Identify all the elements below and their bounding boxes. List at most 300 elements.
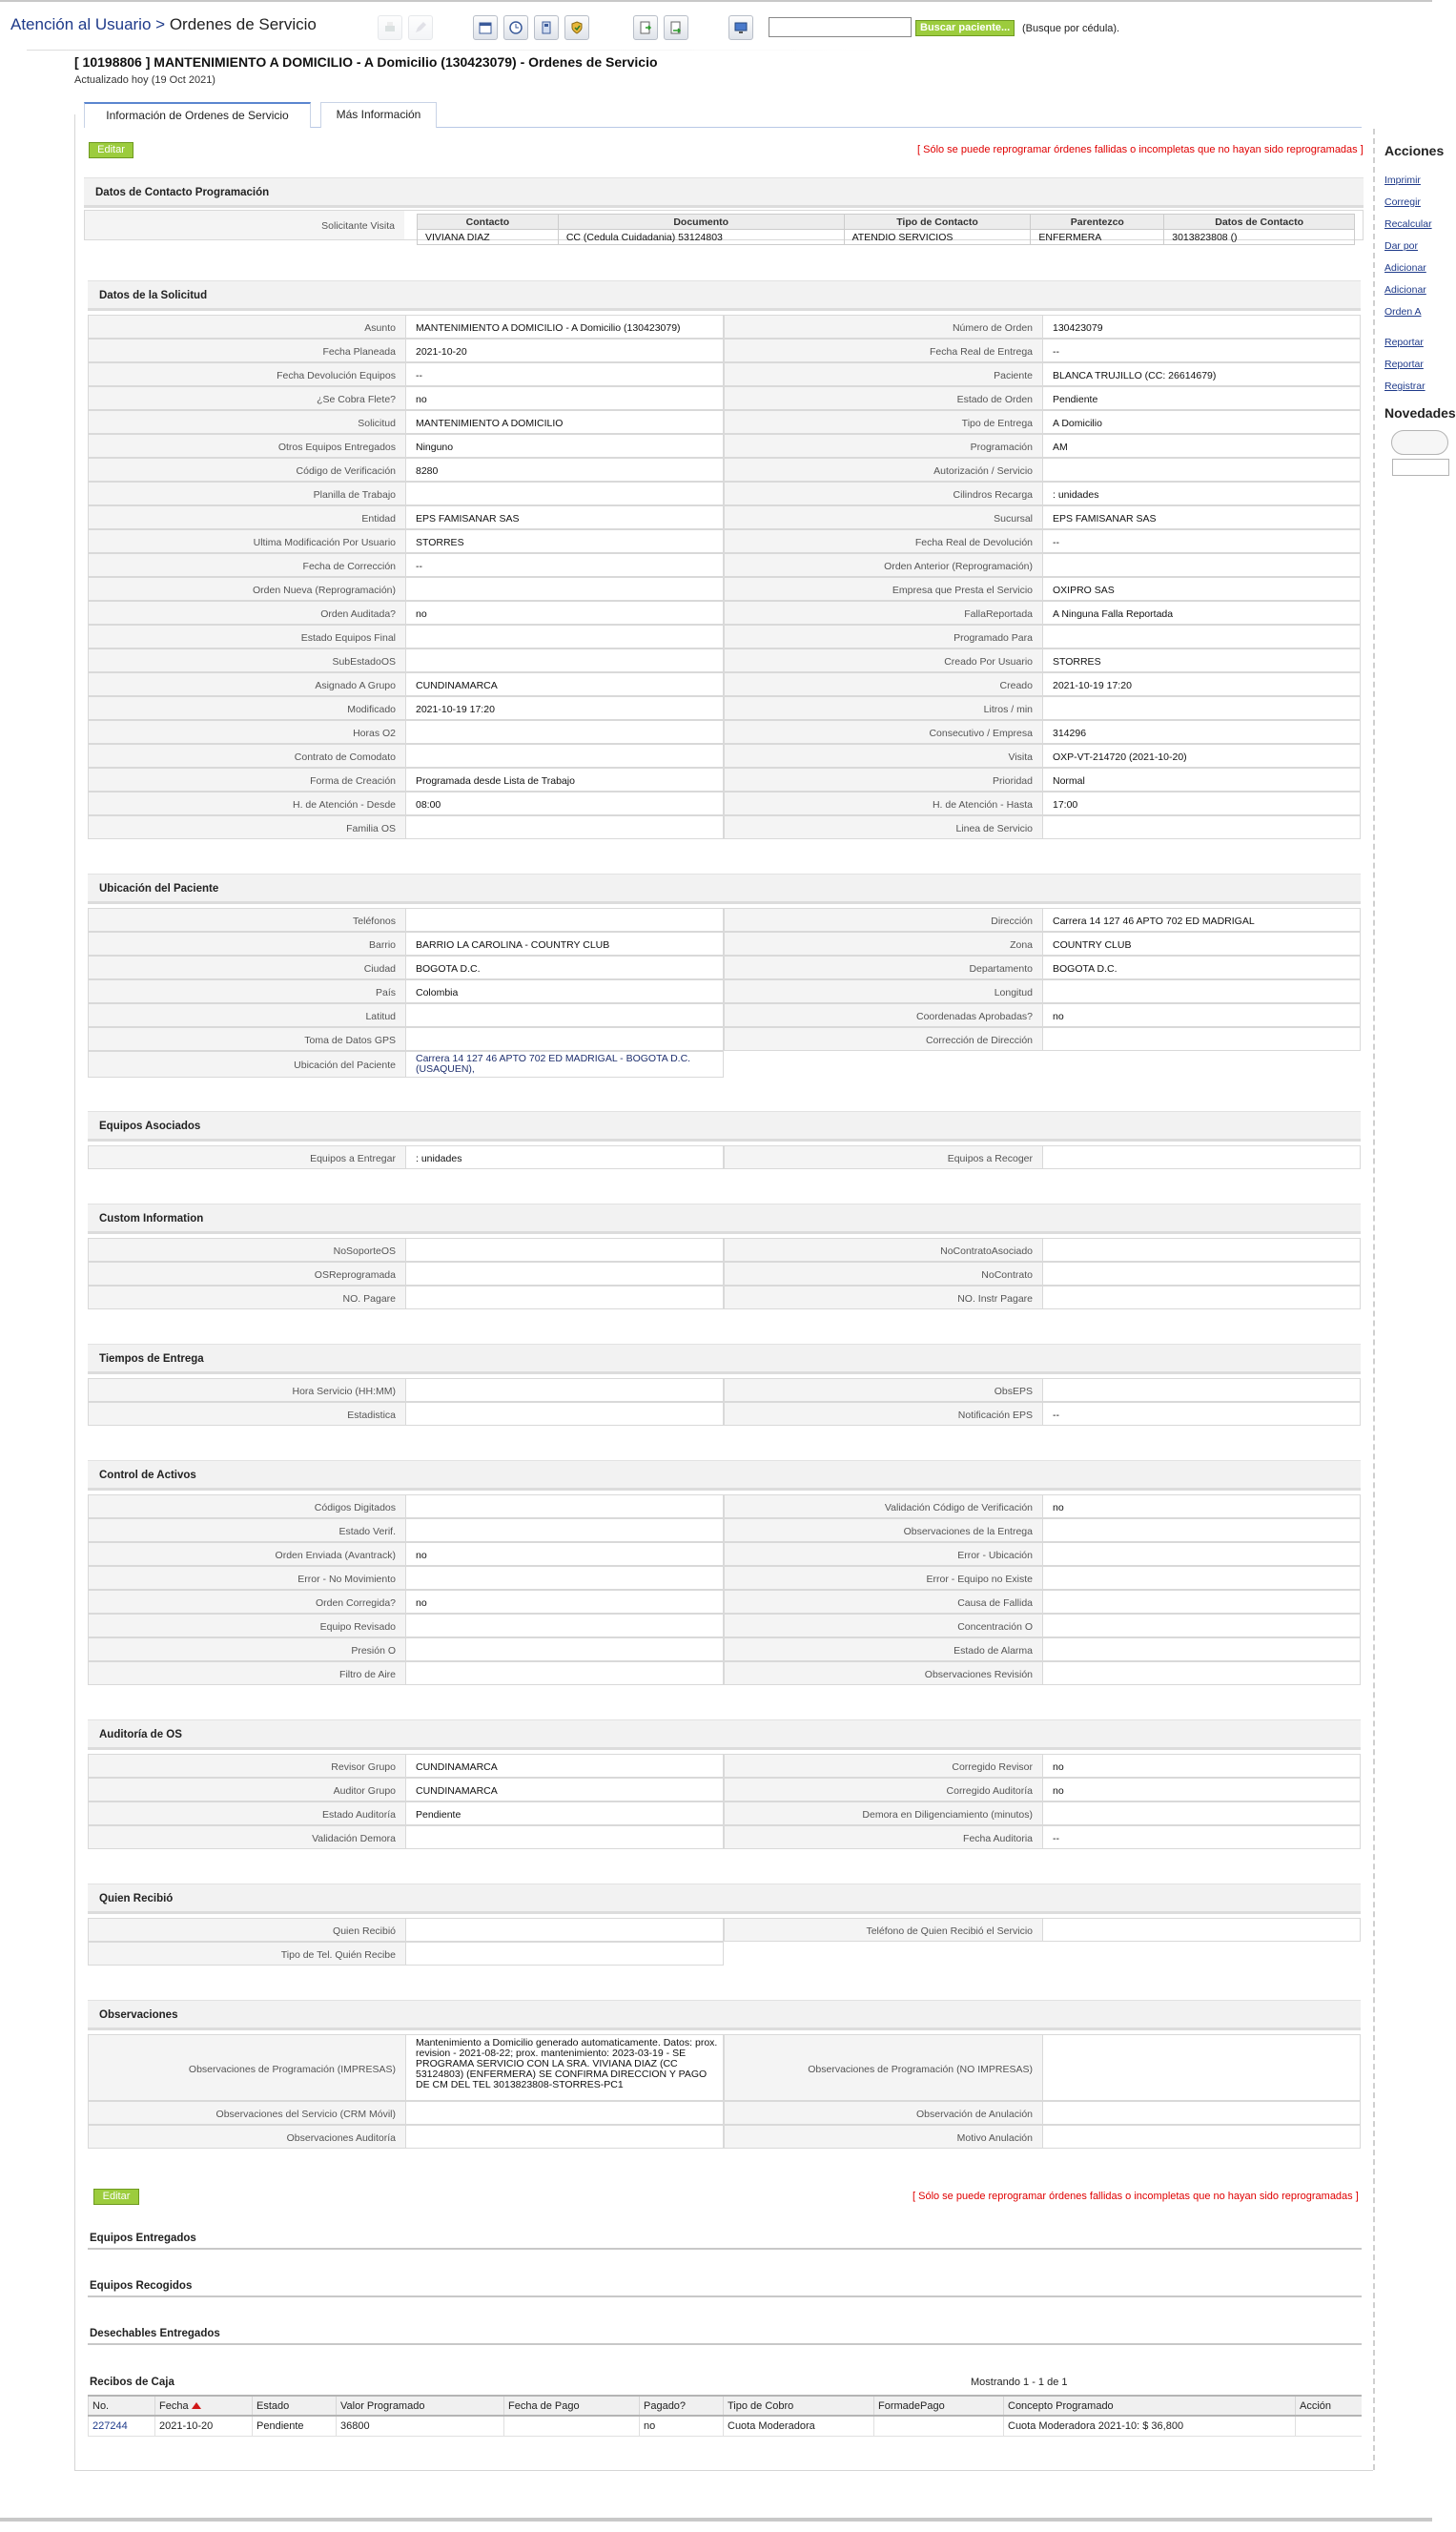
cell-contacto: VIVIANA DIAZ bbox=[418, 230, 559, 245]
orden-corregida-value: no bbox=[405, 1590, 724, 1614]
corregido-auditori-a-label: Corregido Auditoría bbox=[724, 1778, 1042, 1801]
validacio-n-co-digo-de-verificacio-n-label: Validación Código de Verificación bbox=[724, 1494, 1042, 1518]
revisor-grupo-label: Revisor Grupo bbox=[88, 1754, 405, 1778]
tipo-de-entrega-label: Tipo de Entrega bbox=[724, 410, 1042, 434]
contact-label: Solicitante Visita bbox=[85, 211, 404, 239]
observaciones-auditori-a-label: Observaciones Auditoría bbox=[88, 2125, 405, 2149]
prioridad-label: Prioridad bbox=[724, 768, 1042, 792]
visita-value: OXP-VT-214720 (2021-10-20) bbox=[1042, 744, 1361, 768]
validacio-n-demora-label: Validación Demora bbox=[88, 1825, 405, 1849]
estado-de-orden-value: Pendiente bbox=[1042, 386, 1361, 410]
sidebar-link-registrar[interactable]: Registrar bbox=[1384, 381, 1425, 392]
orden-auditada-value: no bbox=[405, 601, 724, 625]
no-pagare-label: NO. Pagare bbox=[88, 1286, 405, 1309]
correccio-n-de-direccio-n-value bbox=[1042, 1027, 1361, 1051]
news-input[interactable] bbox=[1392, 459, 1449, 476]
solicitud-value: MANTENIMIENTO A DOMICILIO bbox=[405, 410, 724, 434]
orden-enviada-avantrack-label: Orden Enviada (Avantrack) bbox=[88, 1542, 405, 1566]
correccio-n-de-direccio-n-label: Corrección de Dirección bbox=[724, 1027, 1042, 1051]
nosoporteos-value bbox=[405, 1238, 724, 1262]
auditor-grupo-value: CUNDINAMARCA bbox=[405, 1778, 724, 1801]
observaciones-de-la-entrega-label: Observaciones de la Entrega bbox=[724, 1518, 1042, 1542]
col-no[interactable]: No. bbox=[89, 2396, 155, 2416]
causa-de-fallida-label: Causa de Fallida bbox=[724, 1590, 1042, 1614]
col-datos: Datos de Contacto bbox=[1164, 215, 1355, 230]
divider bbox=[88, 2295, 1362, 2297]
autorizacio-n-servicio-label: Autorización / Servicio bbox=[724, 458, 1042, 482]
estadistica-label: Estadistica bbox=[88, 1402, 405, 1426]
col-documento: Documento bbox=[558, 215, 844, 230]
calendar-icon[interactable] bbox=[473, 15, 498, 40]
subestadoos-label: SubEstadoOS bbox=[88, 648, 405, 672]
tele-fonos-value bbox=[405, 908, 724, 932]
horas-o2-value bbox=[405, 720, 724, 744]
cell-documento: CC (Cedula Cuidadania) 53124803 bbox=[558, 230, 844, 245]
estado-auditori-a-value: Pendiente bbox=[405, 1801, 724, 1825]
error-equipo-no-existe-value bbox=[1042, 1566, 1361, 1590]
nu-mero-de-orden-label: Número de Orden bbox=[724, 315, 1042, 339]
edit-icon[interactable] bbox=[408, 15, 433, 40]
litros-min-value bbox=[1042, 696, 1361, 720]
forma-de-creacio-n-value: Programada desde Lista de Trabajo bbox=[405, 768, 724, 792]
longitud-value bbox=[1042, 979, 1361, 1003]
presio-n-o-value bbox=[405, 1637, 724, 1661]
estado-de-alarma-value bbox=[1042, 1637, 1361, 1661]
h-de-atencio-n-hasta-label: H. de Atención - Hasta bbox=[724, 792, 1042, 815]
coordenadas-aprobadas-label: Coordenadas Aprobadas? bbox=[724, 1003, 1042, 1027]
frame-left-border bbox=[74, 114, 75, 2470]
notificacio-n-eps-label: Notificación EPS bbox=[724, 1402, 1042, 1426]
creado-por-usuario-label: Creado Por Usuario bbox=[724, 648, 1042, 672]
tipo-tel-label: Tipo de Tel. Quién Recibe bbox=[88, 1942, 405, 1966]
nocontrato-value bbox=[1042, 1262, 1361, 1286]
osreprogramada-label: OSReprogramada bbox=[88, 1262, 405, 1286]
litros-min-label: Litros / min bbox=[724, 696, 1042, 720]
section-title: Observaciones bbox=[88, 2000, 1361, 2030]
equipos-recogidos-title: Equipos Recogidos bbox=[90, 2280, 193, 2292]
corregido-revisor-label: Corregido Revisor bbox=[724, 1754, 1042, 1778]
observacio-n-de-anulacio-n-label: Observación de Anulación bbox=[724, 2101, 1042, 2125]
fecha-devolucio-n-equipos-label: Fecha Devolución Equipos bbox=[88, 362, 405, 386]
patient-search-input[interactable] bbox=[769, 17, 912, 37]
co-digo-de-verificacio-n-value: 8280 bbox=[405, 458, 724, 482]
direccio-n-value: Carrera 14 127 46 APTO 702 ED MADRIGAL bbox=[1042, 908, 1361, 932]
divider bbox=[88, 2343, 1362, 2345]
demora-en-diligenciamiento-minutos-label: Demora en Diligenciamiento (minutos) bbox=[724, 1801, 1042, 1825]
planilla-de-trabajo-value bbox=[405, 482, 724, 505]
motivo-anulacio-n-label: Motivo Anulación bbox=[724, 2125, 1042, 2149]
tab-mas-informacion[interactable]: Más Información bbox=[320, 102, 437, 128]
fecha-real-de-devolucio-n-label: Fecha Real de Devolución bbox=[724, 529, 1042, 553]
empresa-que-presta-el-servicio-value: OXIPRO SAS bbox=[1042, 577, 1361, 601]
concentracio-n-o-label: Concentración O bbox=[724, 1614, 1042, 1637]
col-pagado[interactable]: Pagado? bbox=[640, 2396, 724, 2416]
orden-enviada-avantrack-value: no bbox=[405, 1542, 724, 1566]
zona-label: Zona bbox=[724, 932, 1042, 956]
corregido-auditori-a-value: no bbox=[1042, 1778, 1361, 1801]
top-toolbar bbox=[0, 0, 1432, 48]
section-title: Tiempos de Entrega bbox=[88, 1344, 1361, 1374]
obs-prog-ni-label: Observaciones de Programación (NO IMPRESAS) bbox=[724, 2034, 1042, 2101]
otros-equipos-entregados-value: Ninguno bbox=[405, 434, 724, 458]
desechables-title: Desechables Entregados bbox=[90, 2328, 220, 2339]
tipo-de-entrega-value: A Domicilio bbox=[1042, 410, 1361, 434]
page-title: [ 10198806 ] MANTENIMIENTO A DOMICILIO - A Domicilio (130423079) - Ordenes de Servicio bbox=[74, 54, 658, 70]
reschedule-warning-top: [ Sólo se puede reprogramar órdenes fallidas o incompletas que no hayan sido reprogramadas ] bbox=[917, 144, 1364, 155]
observacio-n-de-anulacio-n-value bbox=[1042, 2101, 1361, 2125]
ciudad-label: Ciudad bbox=[88, 956, 405, 979]
asunto-value: MANTENIMIENTO A DOMICILIO - A Domicilio (130423079) bbox=[405, 315, 724, 339]
presio-n-o-label: Presión O bbox=[88, 1637, 405, 1661]
import-icon[interactable] bbox=[664, 15, 688, 40]
equipo-revisado-label: Equipo Revisado bbox=[88, 1614, 405, 1637]
breadcrumb bbox=[10, 15, 317, 34]
departamento-value: BOGOTA D.C. bbox=[1042, 956, 1361, 979]
familia-os-label: Familia OS bbox=[88, 815, 405, 839]
cell-fecha-pago bbox=[504, 2416, 640, 2436]
error-equipo-no-existe-label: Error - Equipo no Existe bbox=[724, 1566, 1042, 1590]
obs-prog-label: Observaciones de Programación (IMPRESAS) bbox=[88, 2034, 405, 2101]
horas-o2-label: Horas O2 bbox=[88, 720, 405, 744]
fecha-planeada-label: Fecha Planeada bbox=[88, 339, 405, 362]
auditor-grupo-label: Auditor Grupo bbox=[88, 1778, 405, 1801]
cloud-icon bbox=[1391, 430, 1448, 455]
estado-equipos-final-value bbox=[405, 625, 724, 648]
programado-para-value bbox=[1042, 625, 1361, 648]
sidebar-news-title: Novedades bbox=[1384, 405, 1456, 421]
barrio-value: BARRIO LA CAROLINA - COUNTRY CLUB bbox=[405, 932, 724, 956]
error-ubicacio-n-value bbox=[1042, 1542, 1361, 1566]
hora-servicio-hh-mm-value bbox=[405, 1378, 724, 1402]
creado-label: Creado bbox=[724, 672, 1042, 696]
cell-pagado: no bbox=[640, 2416, 724, 2436]
no-pagare-value bbox=[405, 1286, 724, 1309]
se-cobra-flete-value: no bbox=[405, 386, 724, 410]
frame-bottom-border bbox=[74, 2470, 1373, 2471]
cell-estado: Pendiente bbox=[253, 2416, 337, 2436]
cell-accion[interactable] bbox=[1296, 2416, 1363, 2436]
search-patient-button[interactable]: Buscar paciente... bbox=[915, 20, 1015, 36]
fecha-de-correccio-n-label: Fecha de Corrección bbox=[88, 553, 405, 577]
creado-por-usuario-value: STORRES bbox=[1042, 648, 1361, 672]
equipo-revisado-value bbox=[405, 1614, 724, 1637]
col-valor[interactable]: Valor Programado bbox=[337, 2396, 504, 2416]
cell-concepto: Cuota Moderadora 2021-10: $ 36,800 bbox=[1004, 2416, 1296, 2436]
estado-equipos-final-label: Estado Equipos Final bbox=[88, 625, 405, 648]
fecha-auditoria-value: -- bbox=[1042, 1825, 1361, 1849]
forma-de-creacio-n-label: Forma de Creación bbox=[88, 768, 405, 792]
pai-s-label: País bbox=[88, 979, 405, 1003]
orden-nueva-reprogramacio-n-value bbox=[405, 577, 724, 601]
revisor-grupo-value: CUNDINAMARCA bbox=[405, 1754, 724, 1778]
estado-de-orden-label: Estado de Orden bbox=[724, 386, 1042, 410]
breadcrumb-current: Ordenes de Servicio bbox=[169, 15, 317, 33]
validacio-n-co-digo-de-verificacio-n-value: no bbox=[1042, 1494, 1361, 1518]
col-fecha-pago[interactable]: Fecha de Pago bbox=[504, 2396, 640, 2416]
orden-corregida-label: Orden Corregida? bbox=[88, 1590, 405, 1614]
sidebar-link-orden[interactable]: Orden A bbox=[1384, 306, 1422, 318]
observaciones-revisio-n-label: Observaciones Revisión bbox=[724, 1661, 1042, 1685]
concentracio-n-o-value bbox=[1042, 1614, 1361, 1637]
table-row bbox=[89, 2416, 1363, 2436]
consecutivo-empresa-label: Consecutivo / Empresa bbox=[724, 720, 1042, 744]
edit-button-bottom[interactable]: Editar bbox=[93, 2189, 139, 2205]
no-instr-pagare-value bbox=[1042, 1286, 1361, 1309]
nu-mero-de-orden-value: 130423079 bbox=[1042, 315, 1361, 339]
fecha-devolucio-n-equipos-value: -- bbox=[405, 362, 724, 386]
sucursal-label: Sucursal bbox=[724, 505, 1042, 529]
pai-s-value: Colombia bbox=[405, 979, 724, 1003]
planilla-de-trabajo-label: Planilla de Trabajo bbox=[88, 482, 405, 505]
fecha-de-correccio-n-value: -- bbox=[405, 553, 724, 577]
hora-servicio-hh-mm-label: Hora Servicio (HH:MM) bbox=[88, 1378, 405, 1402]
otros-equipos-entregados-label: Otros Equipos Entregados bbox=[88, 434, 405, 458]
search-hint: (Busque por cédula). bbox=[1022, 23, 1120, 34]
corregido-revisor-value: no bbox=[1042, 1754, 1361, 1778]
programacio-n-value: AM bbox=[1042, 434, 1361, 458]
co-digos-digitados-label: Códigos Digitados bbox=[88, 1494, 405, 1518]
col-concepto[interactable]: Concepto Programado bbox=[1004, 2396, 1296, 2416]
validacio-n-demora-value bbox=[405, 1825, 724, 1849]
section-title: Datos de Contacto Programación bbox=[84, 177, 1364, 208]
fecha-planeada-value: 2021-10-20 bbox=[405, 339, 724, 362]
fecha-real-de-entrega-value: -- bbox=[1042, 339, 1361, 362]
breadcrumb-root-link[interactable]: Atención al Usuario bbox=[10, 15, 152, 33]
nocontrato-label: NoContrato bbox=[724, 1262, 1042, 1286]
quien-recibio-label: Quien Recibió bbox=[88, 1918, 405, 1942]
sidebar-link-dar-por[interactable]: Dar por bbox=[1384, 240, 1419, 252]
col-parentezco: Parentezco bbox=[1031, 215, 1164, 230]
subestadoos-value bbox=[405, 648, 724, 672]
h-de-atencio-n-desde-label: H. de Atención - Desde bbox=[88, 792, 405, 815]
reschedule-warning-bottom: [ Sólo se puede reprogramar órdenes fallidas o incompletas que no hayan sido reprogramadas ] bbox=[913, 2191, 1359, 2202]
recibos-count: Mostrando 1 - 1 de 1 bbox=[971, 2377, 1068, 2388]
observaciones-del-servicio-crm-mo-vil-label: Observaciones del Servicio (CRM Móvil) bbox=[88, 2101, 405, 2125]
equipos-a-entregar-label: Equipos a Entregar bbox=[88, 1145, 405, 1169]
asignado-a-grupo-label: Asignado A Grupo bbox=[88, 672, 405, 696]
actions-sidebar bbox=[1384, 143, 1456, 478]
osreprogramada-value bbox=[405, 1262, 724, 1286]
causa-de-fallida-value bbox=[1042, 1590, 1361, 1614]
longitud-label: Longitud bbox=[724, 979, 1042, 1003]
tele-fono-de-quien-recibio-el-servicio-value bbox=[1042, 1918, 1361, 1942]
linea-de-servicio-value bbox=[1042, 815, 1361, 839]
ubicacion-paciente-value: Carrera 14 127 46 APTO 702 ED MADRIGAL - BOGOTA D.C. (USAQUEN), bbox=[405, 1051, 724, 1078]
col-estado[interactable]: Estado bbox=[253, 2396, 337, 2416]
prioridad-value: Normal bbox=[1042, 768, 1361, 792]
quien-recibio-value bbox=[405, 1918, 724, 1942]
solicitud-label: Solicitud bbox=[88, 410, 405, 434]
tipo-tel-value bbox=[405, 1942, 724, 1966]
device-icon[interactable] bbox=[534, 15, 559, 40]
asignado-a-grupo-value: CUNDINAMARCA bbox=[405, 672, 724, 696]
sidebar-link-corregir[interactable]: Corregir bbox=[1384, 196, 1421, 208]
creado-value: 2021-10-19 17:20 bbox=[1042, 672, 1361, 696]
col-accion[interactable]: Acción bbox=[1296, 2396, 1363, 2416]
demora-en-diligenciamiento-minutos-value bbox=[1042, 1801, 1361, 1825]
estado-de-alarma-label: Estado de Alarma bbox=[724, 1637, 1042, 1661]
estado-verif-label: Estado Verif. bbox=[88, 1518, 405, 1542]
sidebar-link-reportar-2[interactable]: Reportar bbox=[1384, 359, 1424, 370]
obs-prog-ni-value bbox=[1042, 2034, 1361, 2101]
col-contacto: Contacto bbox=[418, 215, 559, 230]
recibos-table bbox=[88, 2395, 1362, 2437]
cell-parentezco: ENFERMERA bbox=[1031, 230, 1164, 245]
estado-auditori-a-label: Estado Auditoría bbox=[88, 1801, 405, 1825]
sucursal-value: EPS FAMISANAR SAS bbox=[1042, 505, 1361, 529]
clock-icon[interactable] bbox=[503, 15, 528, 40]
section-title: Custom Information bbox=[88, 1204, 1361, 1234]
sidebar-link-recalcular[interactable]: Recalcular bbox=[1384, 218, 1432, 230]
fecha-real-de-entrega-label: Fecha Real de Entrega bbox=[724, 339, 1042, 362]
orden-anterior-reprogramacio-n-value bbox=[1042, 553, 1361, 577]
page-bottom-bar bbox=[0, 2518, 1432, 2522]
programado-para-label: Programado Para bbox=[724, 625, 1042, 648]
error-no-movimiento-label: Error - No Movimiento bbox=[88, 1566, 405, 1590]
co-digos-digitados-value bbox=[405, 1494, 724, 1518]
cell-valor: 36800 bbox=[337, 2416, 504, 2436]
h-de-atencio-n-hasta-value: 17:00 bbox=[1042, 792, 1361, 815]
cilindros-recarga-label: Cilindros Recarga bbox=[724, 482, 1042, 505]
contrato-de-comodato-label: Contrato de Comodato bbox=[88, 744, 405, 768]
no-instr-pagare-label: NO. Instr Pagare bbox=[724, 1286, 1042, 1309]
zona-value: COUNTRY CLUB bbox=[1042, 932, 1361, 956]
contrato-de-comodato-value bbox=[405, 744, 724, 768]
co-digo-de-verificacio-n-label: Código de Verificación bbox=[88, 458, 405, 482]
observaciones-auditori-a-value bbox=[405, 2125, 724, 2149]
contact-table bbox=[417, 214, 1355, 245]
obseps-label: ObsEPS bbox=[724, 1378, 1042, 1402]
section-title: Datos de la Solicitud bbox=[88, 280, 1361, 311]
cell-tipo: ATENDIO SERVICIOS bbox=[844, 230, 1031, 245]
orden-anterior-reprogramacio-n-label: Orden Anterior (Reprogramación) bbox=[724, 553, 1042, 577]
visita-label: Visita bbox=[724, 744, 1042, 768]
print-icon[interactable] bbox=[378, 15, 402, 40]
error-no-movimiento-value bbox=[405, 1566, 724, 1590]
cell-forma-pago bbox=[874, 2416, 1004, 2436]
programacio-n-label: Programación bbox=[724, 434, 1042, 458]
cell-fecha: 2021-10-20 bbox=[155, 2416, 253, 2436]
sort-asc-icon bbox=[192, 2402, 201, 2409]
modificado-label: Modificado bbox=[88, 696, 405, 720]
nocontratoasociado-value bbox=[1042, 1238, 1361, 1262]
empresa-que-presta-el-servicio-label: Empresa que Presta el Servicio bbox=[724, 577, 1042, 601]
edit-button-top[interactable]: Editar bbox=[89, 142, 133, 158]
error-ubicacio-n-label: Error - Ubicación bbox=[724, 1542, 1042, 1566]
ubicacion-paciente-label: Ubicación del Paciente bbox=[88, 1051, 405, 1078]
obseps-value bbox=[1042, 1378, 1361, 1402]
motivo-anulacio-n-value bbox=[1042, 2125, 1361, 2149]
paciente-value: BLANCA TRUJILLO (CC: 26614679) bbox=[1042, 362, 1361, 386]
equipos-a-recoger-value bbox=[1042, 1145, 1361, 1169]
notificacio-n-eps-value: -- bbox=[1042, 1402, 1361, 1426]
equipos-a-recoger-label: Equipos a Recoger bbox=[724, 1145, 1042, 1169]
equipos-a-entregar-value: : unidades bbox=[405, 1145, 724, 1169]
frame-top-border bbox=[27, 50, 885, 51]
cilindros-recarga-value: : unidades bbox=[1042, 482, 1361, 505]
toma-de-datos-gps-value bbox=[405, 1027, 724, 1051]
sidebar-title: Acciones bbox=[1384, 143, 1445, 158]
estado-verif-value bbox=[405, 1518, 724, 1542]
barrio-label: Barrio bbox=[88, 932, 405, 956]
coordenadas-aprobadas-value: no bbox=[1042, 1003, 1361, 1027]
divider bbox=[88, 2248, 1362, 2250]
ciudad-value: BOGOTA D.C. bbox=[405, 956, 724, 979]
ultima-modificacio-n-por-usuario-label: Ultima Modificación Por Usuario bbox=[88, 529, 405, 553]
tab-informacion[interactable]: Información de Ordenes de Servicio bbox=[84, 102, 311, 128]
recibos-title: Recibos de Caja bbox=[90, 2377, 174, 2388]
monitor-icon[interactable] bbox=[728, 15, 753, 40]
sidebar-link-adicionar-2[interactable]: Adicionar bbox=[1384, 284, 1426, 296]
h-de-atencio-n-desde-value: 08:00 bbox=[405, 792, 724, 815]
frame-right-border bbox=[1373, 129, 1375, 2470]
section-title: Auditoría de OS bbox=[88, 1719, 1361, 1750]
updated-date: Actualizado hoy (19 Oct 2021) bbox=[74, 74, 215, 86]
cell-no[interactable]: 227244 bbox=[89, 2416, 155, 2436]
section-title: Control de Activos bbox=[88, 1460, 1361, 1491]
nosoporteos-label: NoSoporteOS bbox=[88, 1238, 405, 1262]
sidebar-link-adicionar-1[interactable]: Adicionar bbox=[1384, 262, 1426, 274]
filtro-de-aire-value bbox=[405, 1661, 724, 1685]
contact-data-row bbox=[418, 230, 1355, 245]
toma-de-datos-gps-label: Toma de Datos GPS bbox=[88, 1027, 405, 1051]
cell-datos: 3013823808 () bbox=[1164, 230, 1355, 245]
modificado-value: 2021-10-19 17:20 bbox=[405, 696, 724, 720]
col-tipo: Tipo de Contacto bbox=[844, 215, 1031, 230]
observaciones-del-servicio-crm-mo-vil-value bbox=[405, 2101, 724, 2125]
export-icon[interactable] bbox=[633, 15, 658, 40]
nocontratoasociado-label: NoContratoAsociado bbox=[724, 1238, 1042, 1262]
col-fecha[interactable]: Fecha bbox=[155, 2396, 253, 2416]
section-title: Ubicación del Paciente bbox=[88, 874, 1361, 904]
col-forma-pago[interactable]: FormadePago bbox=[874, 2396, 1004, 2416]
se-cobra-flete-label: ¿Se Cobra Flete? bbox=[88, 386, 405, 410]
fecha-real-de-devolucio-n-value: -- bbox=[1042, 529, 1361, 553]
col-tipo-cobro[interactable]: Tipo de Cobro bbox=[724, 2396, 874, 2416]
sidebar-link-imprimir[interactable]: Imprimir bbox=[1384, 175, 1421, 186]
asunto-label: Asunto bbox=[88, 315, 405, 339]
entidad-value: EPS FAMISANAR SAS bbox=[405, 505, 724, 529]
filtro-de-aire-label: Filtro de Aire bbox=[88, 1661, 405, 1685]
observaciones-revisio-n-value bbox=[1042, 1661, 1361, 1685]
obs-prog-value: Mantenimiento a Domicilio generado automaticamente. Datos: prox. revision - 2021-08-22; prox. mantenimiento: 2023-03-19 - SE PROGRAMA SERVICIO CON LA SRA. VIVIANA DIAZ (CC 53124803) (ENFERMERA) SE CONFIRMA DIRECCION Y PAGO DE CM DEL TEL 3013823808-STORRES-PC1 bbox=[405, 2034, 724, 2101]
shield-icon[interactable] bbox=[564, 15, 589, 40]
latitud-label: Latitud bbox=[88, 1003, 405, 1027]
section-title: Equipos Asociados bbox=[88, 1111, 1361, 1142]
fallareportada-value: A Ninguna Falla Reportada bbox=[1042, 601, 1361, 625]
tele-fonos-label: Teléfonos bbox=[88, 908, 405, 932]
cell-tipo-cobro: Cuota Moderadora bbox=[724, 2416, 874, 2436]
consecutivo-empresa-value: 314296 bbox=[1042, 720, 1361, 744]
estadistica-value bbox=[405, 1402, 724, 1426]
equipos-entregados-title: Equipos Entregados bbox=[90, 2233, 196, 2244]
departamento-label: Departamento bbox=[724, 956, 1042, 979]
observaciones-de-la-entrega-value bbox=[1042, 1518, 1361, 1542]
orden-nueva-reprogramacio-n-label: Orden Nueva (Reprogramación) bbox=[88, 577, 405, 601]
familia-os-value bbox=[405, 815, 724, 839]
fallareportada-label: FallaReportada bbox=[724, 601, 1042, 625]
paciente-label: Paciente bbox=[724, 362, 1042, 386]
direccio-n-label: Dirección bbox=[724, 908, 1042, 932]
breadcrumb-separator: > bbox=[155, 15, 166, 33]
fecha-auditoria-label: Fecha Auditoria bbox=[724, 1825, 1042, 1849]
sidebar-link-reportar-1[interactable]: Reportar bbox=[1384, 337, 1424, 348]
autorizacio-n-servicio-value bbox=[1042, 458, 1361, 482]
ultima-modificacio-n-por-usuario-value: STORRES bbox=[405, 529, 724, 553]
contact-row bbox=[84, 210, 1364, 243]
latitud-value bbox=[405, 1003, 724, 1027]
linea-de-servicio-label: Linea de Servicio bbox=[724, 815, 1042, 839]
